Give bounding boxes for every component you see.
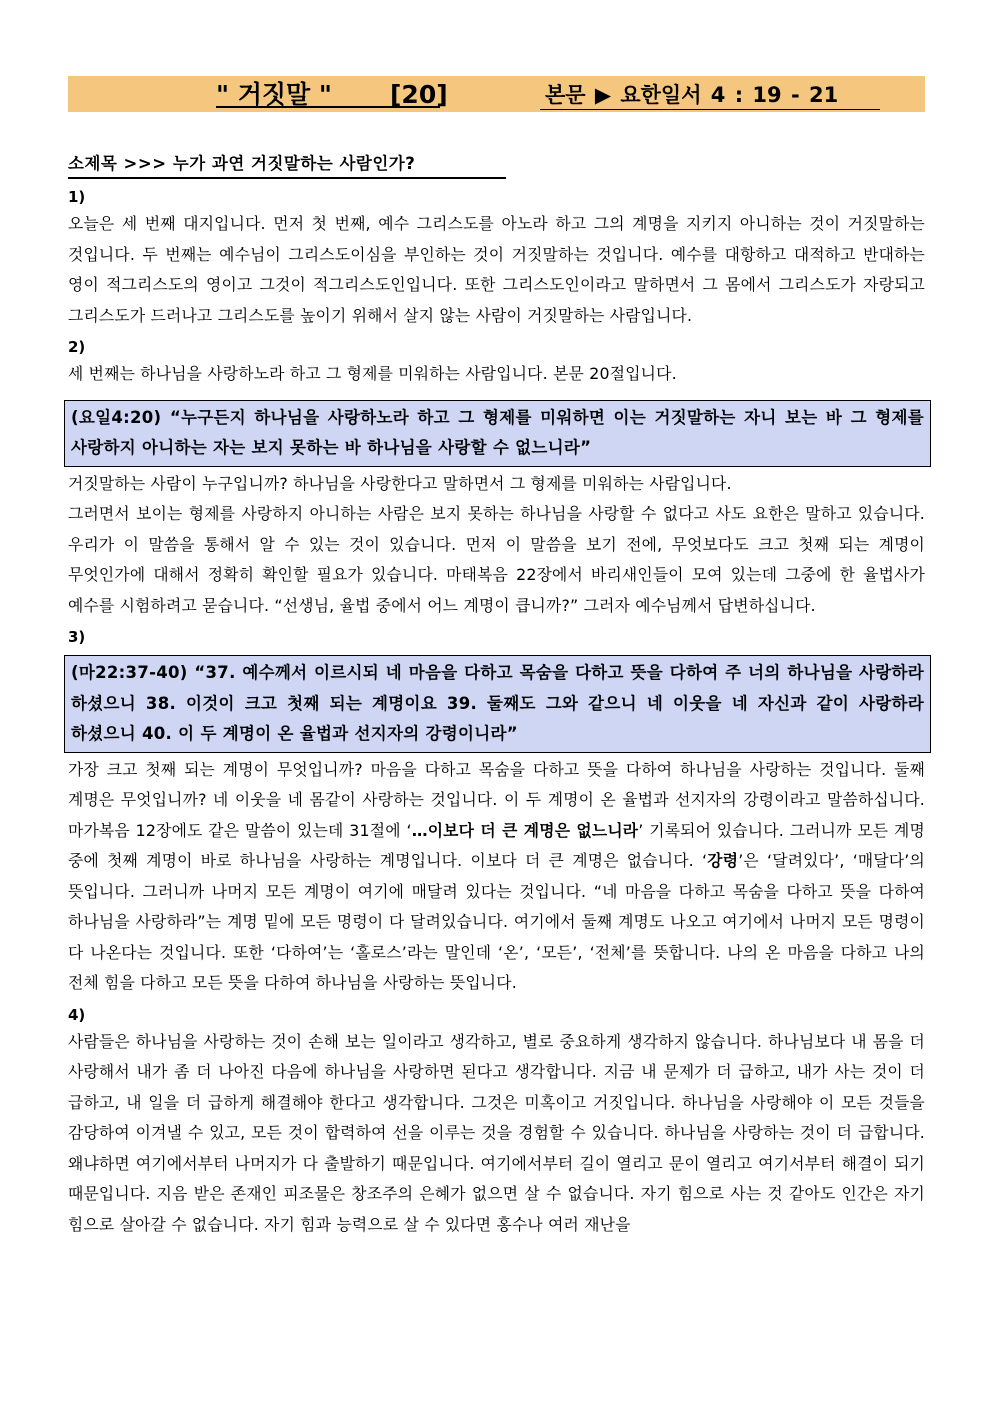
scripture-quote: (마22:37-40) “37. 예수께서 이르시되 네 마음을 다하고 목숨을 다하고 뜻을 다하여 주 너의 하나님을 사랑하라 하셨으니 38. 이것이 크고 첫째 되는 계명이요 39. 둘째도 그와 같으니 네 이웃을 네 자신과 같이 사랑하라 하셨으니 40. 이 두 계명이 온 율법과 선지자의 강령이니라” bbox=[64, 655, 931, 753]
section-number: 4) bbox=[68, 1005, 86, 1024]
paragraph: 그러면서 보이는 형제를 사랑하지 아니하는 사람은 보지 못하는 하나님을 사랑할 수 없다고 사도 요한은 말하고 있습니다. 우리가 이 말씀을 통해서 알 수 있는 것이 있습니다. 먼저 이 말씀을 보기 전에, 무엇보다도 크고 첫째 되는 계명이 무엇인가에 대해서 정확히 확인할 필요가 있습니다. 마태복음 22장에서 바리새인들이 모여 있는데 그중에 한 율법사가 예수를 시험하려고 묻습니다. “선생님, 율법 중에서 어느 계명이 큽니까?” 그러자 예수님께서 답변하십니다. bbox=[68, 504, 925, 615]
subtitle: 소제목 >>> 누가 과연 거짓말하는 사람인가? bbox=[68, 154, 416, 173]
paragraph: 오늘은 세 번째 대지입니다. 먼저 첫 번째, 예수 그리스도를 아노라 하고 그의 계명을 지키지 아니하는 것이 거짓말하는 것입니다. 두 번째는 예수님이 그리스도이심을 부인하는 것이 거짓말하는 것입니다. 예수를 대항하고 대적하고 반대하는 영이 적그리스도의 영이고 그것이 적그리스도인입니다. 또한 그리스도인이라고 말하면서 그 몸에서 그리스도가 자랑되고 그리스도가 드러나고 그리스도를 높이기 위해서 살지 않는 사람이 거짓말하는 사람입니다. bbox=[68, 214, 925, 325]
section-number: 2) bbox=[68, 338, 86, 356]
reference-underline bbox=[540, 109, 880, 110]
paragraph-text: ’ 기록되어 있습니다. 그러니까 모든 계명 중에 첫째 계명이 바로 하나님을 사랑하는 계명입니다. 이보다 더 큰 계명은 없습니다. ‘ bbox=[68, 820, 925, 870]
subtitle-underline bbox=[68, 177, 506, 179]
sermon-number: [20] bbox=[390, 80, 448, 109]
section-number: 3) bbox=[68, 628, 86, 646]
sermon-title: " 거짓말 " bbox=[216, 80, 332, 109]
paragraph: 사람들은 하나님을 사랑하는 것이 손해 보는 일이라고 생각하고, 별로 중요하게 생각하지 않습니다. 하나님보다 내 몸을 더 사랑해서 내가 좀 더 나아진 다음에 하나님을 사랑하면 된다고 생각합니다. 지금 내 문제가 더 급하고, 내가 사는 것이 더 급하고, 내 일을 더 급하게 해결해야 한다고 생각합니다. 그것은 미혹이고 거짓입니다. 하나님을 사랑해야 이 모든 것들을 감당하여 이겨낼 수 있고, 모든 것이 합력하여 선을 이루는 것을 경험할 수 있습니다. 하나님을 사랑하는 것이 더 급합니다. 왜냐하면 여기에서부터 나머지가 다 출발하기 때문입니다. 여기에서부터 길이 열리고 문이 열리고 여기서부터 해결이 되기 때문입니다. 지음 받은 존재인 피조물은 창조주의 은혜가 없으면 살 수 없습니다. 자기 힘으로 사는 것 같아도 인간은 자기 힘으로 살아갈 수 없습니다. 자기 힘과 능력으로 살 수 있다면 홍수나 여러 재난을 bbox=[68, 1031, 925, 1234]
emphasis-text: 강령 bbox=[707, 851, 739, 870]
scripture-quote: (요일4:20) “누구든지 하나님을 사랑하노라 하고 그 형제를 미워하면 이는 거짓말하는 자니 보는 바 그 형제를 사랑하지 아니하는 자는 보지 못하는 바 하나님을 사랑할 수 없느니라” bbox=[64, 400, 931, 467]
scripture-reference: 본문 ▶ 요한일서 4 : 19 - 21 bbox=[545, 83, 839, 107]
title-underline bbox=[216, 106, 440, 108]
paragraph-text: 가장 크고 첫째 되는 계명이 무엇입니까? 마음을 다하고 목숨을 다하고 뜻을 다하여 하나님을 사랑하는 것입니다. 둘째 계명은 무엇입니까? 네 이웃을 네 몸같이 사랑하는 것입니다. 이 두 계명이 온 율법과 선지자의 강령이라고 말씀하십니다. 마가복음 12장에도 같은 말씀이 있는데 31절에 ‘ bbox=[68, 759, 925, 840]
emphasis-text: …이보다 더 큰 계명은 없느니라 bbox=[411, 820, 639, 840]
paragraph bbox=[68, 755, 925, 999]
paragraph: 세 번째는 하나님을 사랑하노라 하고 그 형제를 미워하는 사람입니다. 본문 20절입니다. bbox=[68, 364, 677, 383]
paragraph-text: ’은 ‘달려있다’, ‘매달다’의 뜻입니다. 그러니까 나머지 모든 계명이 여기에 매달려 있다는 것입니다. “네 마음을 다하고 목숨을 다하고 뜻을 다하여 하나님을 사랑하라”는 계명 밑에 모든 명령이 다 달려있습니다. 여기에서 둘째 계명도 나오고 여기에서 나머지 모든 명령이 다 나온다는 것입니다. 또한 ‘다하여’는 ‘홀로스’라는 말인데 ‘온’, ‘모든’, ‘전체’를 뜻합니다. 나의 온 마음을 다하고 나의 전체 힘을 다하고 모든 뜻을 다하여 하나님을 사랑하는 뜻입니다. bbox=[68, 851, 925, 992]
paragraph: 거짓말하는 사람이 누구입니까? 하나님을 사랑한다고 말하면서 그 형제를 미워하는 사람입니다. bbox=[68, 473, 732, 493]
sermon-body bbox=[68, 185, 925, 1240]
section-number: 1) bbox=[68, 188, 86, 206]
